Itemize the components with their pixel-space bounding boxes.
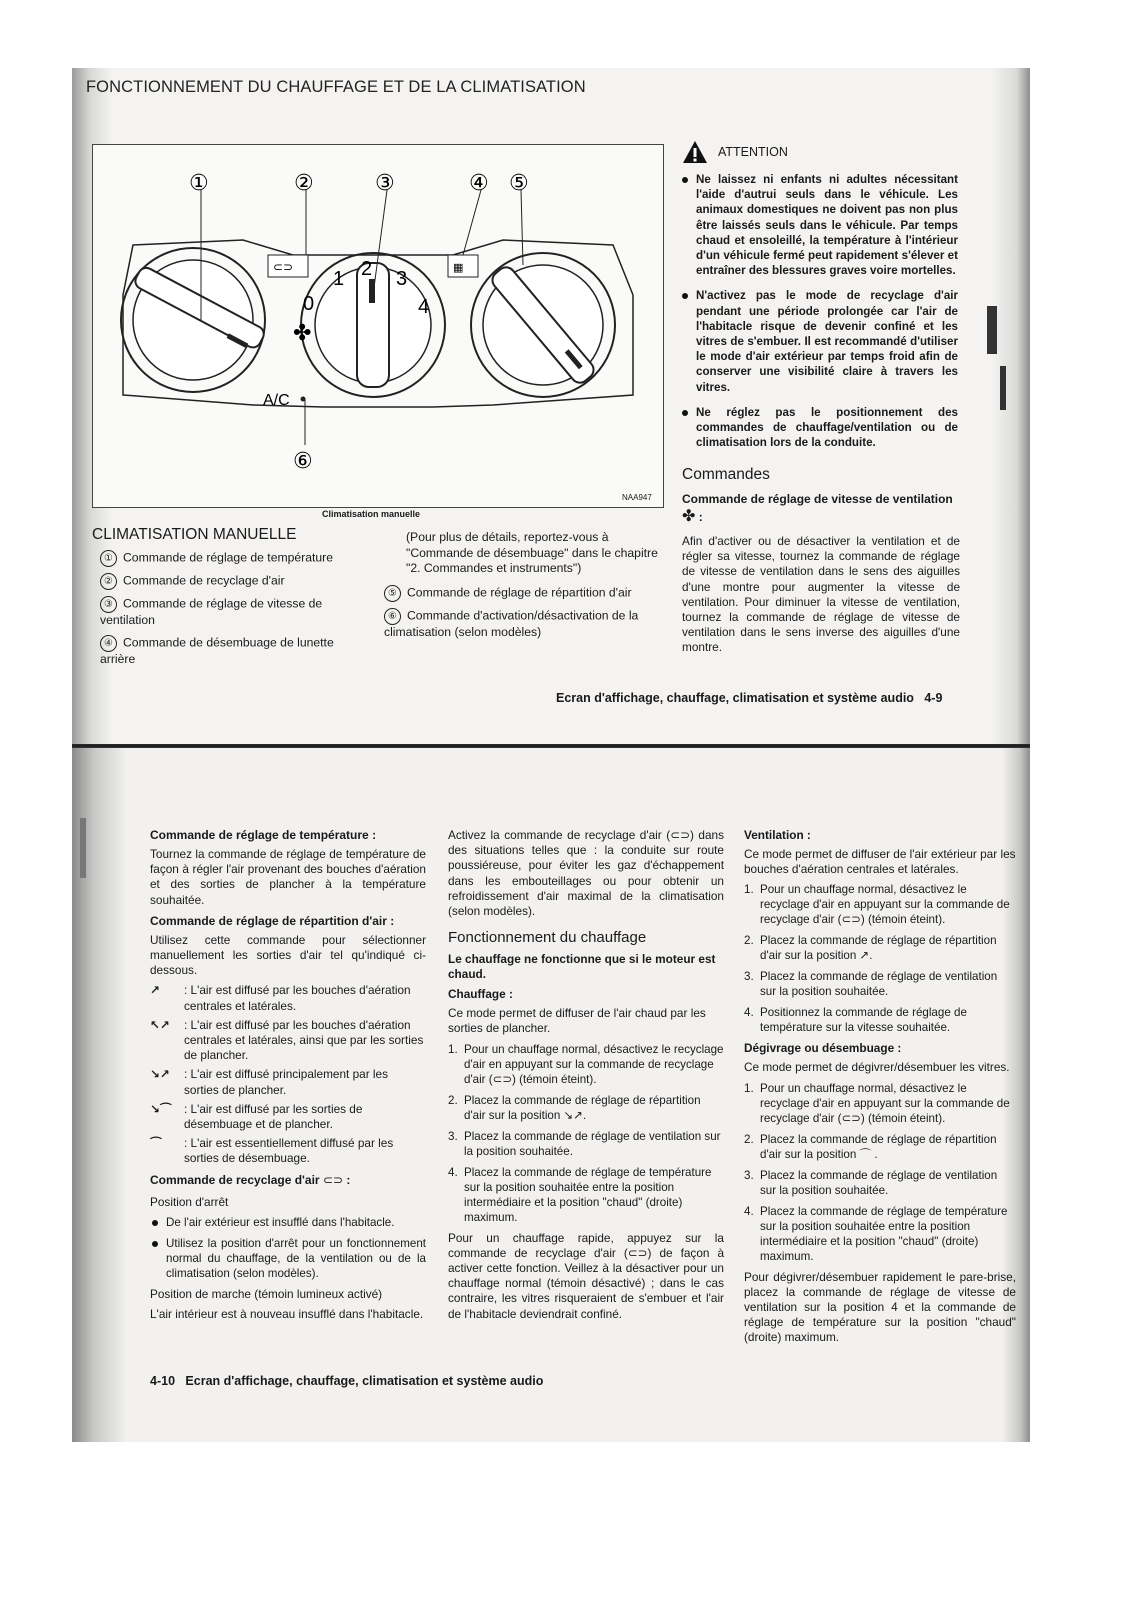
step-item: 1. Pour un chauffage normal, désactivez le recyclage d'air en appuyant sur la commande de recyclage d'air (⊂⊃) (témoin éteint). — [744, 883, 1010, 927]
control-panel-drawing — [93, 145, 663, 507]
floor-mode-icon: ↘↗ — [150, 1067, 170, 1082]
page-footer: Ecran d'affichage, chauffage, climatisation et système audio 4-9 — [556, 691, 943, 705]
recirc-intro: Activez la commande de recyclage d'air (⊂⊃) dans des situations telles que : la conduite sur route poussiéreuse, pour éviter les gaz d'échappement dans les embouteillages ou pour obtenir un refroidissement d'air maximal de la climatisation (selon modèles). — [448, 828, 724, 919]
step-item: 2. Placez la commande de réglage de répartition d'air sur la position ↘↗. — [448, 1093, 701, 1122]
figure-caption: Climatisation manuelle — [322, 509, 421, 519]
temp-control-title: Commande de réglage de température : — [150, 828, 377, 842]
recirc-title: Commande de recyclage d'air ⊂⊃ : — [150, 1172, 351, 1187]
commandes-title: Commandes — [682, 466, 770, 483]
fan-command-text: Afin d'activer ou de désactiver la ventilation et de régler sa vitesse, tournez la commande de réglage de vitesse de ventilation dans le sens des aiguilles d'une montre pour augmenter la vitesse de ventilation. Pour diminuer la vitesse de ventilation, tournez la commande de réglage de vitesse de ventilation dans le sens inverse des aiguilles d'une montre. — [682, 534, 960, 655]
column-1 — [150, 828, 426, 1327]
fan-scale-1: 1 — [333, 268, 345, 290]
step-item: 3. Placez la commande de réglage de ventilation sur la position souhaitée. — [744, 970, 998, 999]
off-bullet: Utilisez la position d'arrêt pour un fonctionnement normal du chauffage, de la ventilation ou de la climatisation (selon modèles). — [150, 1236, 426, 1281]
page-footer: 4-10 Ecran d'affichage, chauffage, climatisation et système audio — [150, 1374, 544, 1388]
step-item: 4. Placez la commande de réglage de température sur la position souhaitée entre la position intermédiaire et la position "chaud" (droite) maximum. — [744, 1204, 1008, 1263]
fan-scale-4: 4 — [418, 296, 430, 318]
off-position-label: Position d'arrêt — [150, 1194, 229, 1209]
temperature-knob — [121, 248, 267, 392]
step-item: 3. Placez la commande de réglage de ventilation sur la position souhaitée. — [744, 1168, 998, 1197]
legend-item: ⑤ Commande de réglage de répartition d'air — [384, 585, 664, 602]
on-position-label: Position de marche (témoin lumineux activé) — [150, 1286, 383, 1301]
warning-icon — [682, 140, 708, 164]
figure-code: NAA947 — [622, 493, 652, 502]
fan-command-title: Commande de réglage de vitesse de ventilation ✤ : — [682, 492, 953, 525]
floor-defrost-mode-icon: ↘⌒ — [150, 1101, 172, 1116]
mode-item: ↘⌒ : L'air est diffusé par les sorties de désembuage et de plancher. — [150, 1101, 363, 1132]
mode-item: ↘↗ : L'air est diffusé principalement par les sorties de plancher. — [150, 1067, 388, 1097]
vent-mode-icon: ↗ — [150, 983, 160, 998]
recirc-icon: ⊂⊃ — [322, 1172, 344, 1187]
ac-label: A/C — [263, 392, 290, 409]
mode-item: ⌒ : L'air est essentiellement diffusé par les sorties de désembuage. — [150, 1136, 394, 1166]
fan-speed-knob — [293, 253, 445, 397]
on-position-text: L'air intérieur est à nouveau insufflé dans l'habitacle. — [150, 1307, 424, 1322]
defrost-text: Ce mode permet de dégivrer/désembuer les vitres. — [744, 1060, 1010, 1075]
callout-5: ⑤ — [509, 171, 529, 196]
legend-item: ④ Commande de désembuage de lunette arrière — [100, 635, 334, 666]
mode-item: ↗ : L'air est diffusé par les bouches d'aération centrales et latérales. — [150, 983, 411, 1013]
air-distribution-knob — [471, 253, 615, 397]
chauffage-title: Chauffage : — [448, 987, 513, 1002]
chauffage-text: Ce mode permet de diffuser de l'air chaud par les sorties de plancher. — [448, 1006, 706, 1036]
defrost-note: (Pour plus de détails, reportez-vous à "Commande de désembuage" dans le chapitre "2. Commandes et instruments") — [406, 530, 658, 575]
distribution-title: Commande de réglage de répartition d'air : — [150, 913, 395, 928]
attention-title: ATTENTION — [718, 145, 788, 159]
section-title: CLIMATISATION MANUELLE — [92, 526, 297, 543]
column-2 — [448, 828, 724, 1327]
fan-scale-0: 0 — [303, 293, 315, 315]
mode-item: ↖↗ : L'air est diffusé par les bouches d'aération centrales et latérales, ainsi que par les sorties de plancher. — [150, 1017, 424, 1063]
defrost-mode-icon: ⌒ — [150, 1136, 162, 1151]
ventilation-title: Ventilation : — [744, 828, 811, 842]
step-item: 1. Pour un chauffage normal, désactivez le recyclage d'air en appuyant sur la commande de recyclage d'air (⊂⊃) (témoin éteint). — [744, 1081, 1010, 1125]
chapter-tab-marker — [1000, 366, 1006, 410]
attention-bullet: Ne laissez ni enfants ni adultes nécessitant l'aide d'autrui seuls dans le véhicule. Les animaux domestiques ne doivent pas non plus être laissés seuls dans le véhicule. Par temps chaud et ensoleillé, la température à l'intérieur d'un véhicule fermé peut rapidement s'élever et entraîner des blessures graves voire mortelles. — [682, 172, 958, 278]
fan-scale-2: 2 — [361, 258, 373, 280]
ventilation-text: Ce mode permet de diffuser de l'air extérieur par les bouches d'aération centrales et latérales. — [744, 847, 1016, 877]
callout-4: ④ — [469, 171, 489, 196]
step-item: 2. Placez la commande de réglage de répartition d'air sur la position ↗. — [744, 934, 997, 963]
attention-header — [682, 140, 958, 164]
svg-text:⊂⊃: ⊂⊃ — [273, 260, 294, 274]
legend-item: ③ Commande de réglage de vitesse de ventilation — [100, 596, 323, 627]
heating-note: Le chauffage ne fonctionne que si le moteur est chaud. — [448, 952, 716, 982]
fast-heating-text: Pour un chauffage rapide, appuyez sur la commande de recyclage d'air (⊂⊃) de façon à activer cette fonction. Veillez à la désactiver pour un chauffage normal (témoin désactivé) ; dans le cas contraire, les vitres risqueraient de s'embuer et l'air de l'habitacle deviendrait confiné. — [448, 1230, 724, 1321]
step-item: 2. Placez la commande de réglage de répartition d'air sur la position ⌒ . — [744, 1132, 997, 1161]
svg-text:▦: ▦ — [453, 261, 464, 274]
distribution-text: Utilisez cette commande pour sélectionner manuellement les sorties d'air tel qu'indiqué ci-dessous. — [150, 932, 426, 978]
callout-3: ③ — [375, 171, 395, 196]
fan-icon: ✤ — [682, 508, 696, 525]
step-item: 4. Placez la commande de réglage de température sur la position souhaitée entre la position intermédiaire et la position "chaud" (droite) maximum. — [448, 1165, 712, 1224]
step-item: 1. Pour un chauffage normal, désactivez le recyclage d'air en appuyant sur la commande de recyclage d'air (⊂⊃) (témoin éteint). — [448, 1042, 724, 1086]
step-item: 4. Positionnez la commande de réglage de température sur la vitesse souhaitée. — [744, 1006, 967, 1035]
climate-control-figure — [92, 144, 664, 508]
callout-2: ② — [294, 171, 314, 196]
fan-scale-3: 3 — [396, 268, 408, 290]
off-bullet: De l'air extérieur est insufflé dans l'habitacle. — [150, 1215, 426, 1230]
step-item: 3. Placez la commande de réglage de ventilation sur la position souhaitée. — [448, 1129, 721, 1158]
callout-1: ① — [189, 171, 209, 196]
page-4-10 — [72, 748, 1030, 1442]
fast-defrost-text: Pour dégivrer/désembuer rapidement le pare-brise, placez la commande de réglage de vitesse de ventilation sur la position 4 et la commande de réglage de température sur la position "chaud" (droite) maximum. — [744, 1269, 1016, 1345]
attention-box — [682, 140, 958, 460]
page-header: FONCTIONNEMENT DU CHAUFFAGE ET DE LA CLIMATISATION — [86, 78, 586, 96]
legend-list-left — [100, 550, 370, 667]
attention-bullet: Ne réglez pas le positionnement des commandes de chauffage/ventilation ou de climatisation lors de la conduite. — [682, 405, 958, 451]
legend-item: ① Commande de réglage de température — [100, 550, 370, 567]
legend-item: ② Commande de recyclage d'air — [100, 573, 370, 590]
page-4-9 — [72, 68, 1030, 744]
bilevel-mode-icon: ↖↗ — [150, 1017, 170, 1032]
callout-6: ⑥ — [293, 449, 313, 474]
column-3 — [744, 828, 1016, 1351]
defrost-title: Dégivrage ou désembuage : — [744, 1041, 902, 1056]
temp-control-text: Tournez la commande de réglage de température de façon à régler l'air provenant des bouches d'aération et des sorties de plancher à la température souhaitée. — [150, 847, 426, 907]
chapter-tab-marker — [80, 818, 86, 878]
chapter-tab-marker — [987, 306, 997, 354]
legend-list-mid — [384, 530, 664, 640]
attention-bullet: N'activez pas le mode de recyclage d'air pendant une période prolongée car l'air de l'habitacle risque de devenir confiné et les vitres de s'embuer. Il est recommandé d'utiliser le mode d'air extérieur par temps froid afin de conserver une visibilité claire à travers les vitres. — [682, 288, 958, 394]
fan-icon: ✤ — [293, 321, 312, 346]
legend-item: ⑥ Commande d'activation/désactivation de la climatisation (selon modèles) — [384, 608, 639, 639]
heating-title: Fonctionnement du chauffage — [448, 929, 647, 947]
